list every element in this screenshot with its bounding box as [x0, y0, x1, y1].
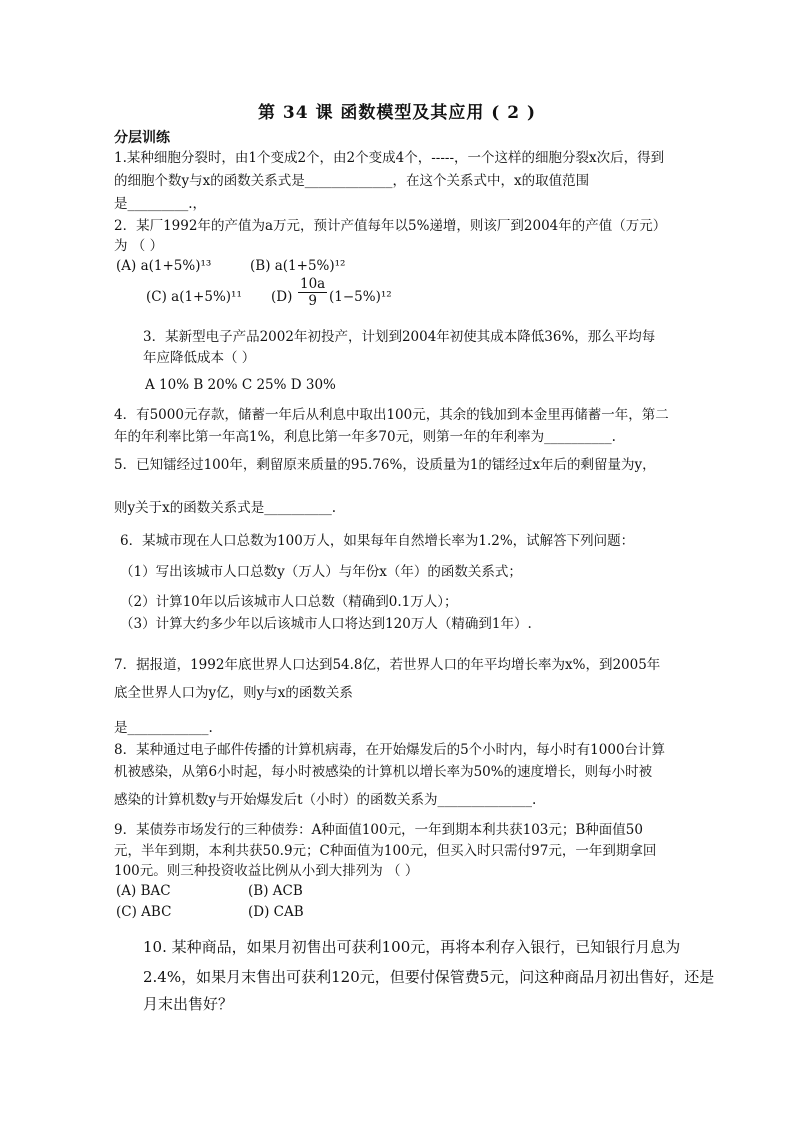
q3-options: A 10% B 20% C 25% D 30%: [145, 377, 336, 393]
q10-line-1: 10. 某种商品，如果月初售出可获利100元，再将本利存入银行，已知银行月息为: [143, 938, 681, 956]
q3-line-1: 3．某新型电子产品2002年初投产，计划到2004年初使其成本降低36%，那么平均每: [143, 329, 656, 345]
q2-option-b: (B) a(1+5%)¹²: [250, 258, 346, 274]
q1-line-1: 1.某种细胞分裂时，由1个变成2个，由2个变成4个，-----，一个这样的细胞分裂x次后，得到: [114, 150, 665, 166]
page-title: 第 34 课 函数模型及其应用 ( 2 ): [257, 103, 537, 123]
q2-option-d-label: (D): [271, 289, 293, 305]
q2-line-2: 为 （ ）: [114, 238, 164, 254]
q9-line-2: 元，半年到期，本利共获50.9元；C种面值为100元，但买入时只需付97元，一年到期拿回: [114, 843, 657, 859]
q2-option-d-fraction: [298, 276, 327, 309]
q8-line-2: 机被感染，从第6小时起，每小时被感染的计算机以增长率为50%的速度增长，则每小时被: [114, 764, 653, 780]
q5-line-2: 则y关于x的函数关系式是__________.: [114, 500, 337, 516]
q6-sub-2: （2）计算10年以后该城市人口总数（精确到0.1万人）；: [120, 594, 458, 610]
q4-line-2: 年的年利率比第一年高1%，利息比第一年多70元，则第一年的年利率为__________.: [114, 429, 616, 445]
q2-line-1: 2．某厂1992年的产值为a万元，预计产值每年以5%递增，则该厂到2004年的产值（万元）: [114, 218, 667, 234]
q7-line-3: 是____________.: [114, 720, 213, 736]
section-heading: 分层训练: [114, 130, 170, 146]
q9-line-3: 100元。则三种投资收益比例从小到大排列为 （ ）: [114, 863, 419, 879]
q6-line-1: 6．某城市现在人口总数为100万人，如果每年自然增长率为1.2%，试解答下列问题：: [120, 533, 635, 549]
q10-line-2: 2.4%，如果月末售出可获利120元，但要付保管费5元，问这种商品月初出售好，还是: [143, 968, 715, 986]
q3-line-2: 年应降低成本（ ）: [143, 350, 256, 366]
q2-option-d-rest: (1−5%)¹²: [329, 289, 392, 305]
q8-line-3: 感染的计算机数y与开始爆发后t（小时）的函数关系为______________.: [114, 792, 537, 808]
q7-line-1: 7．据报道，1992年底世界人口达到54.8亿，若世界人口的年平均增长率为x%，到2005年: [114, 657, 661, 673]
fraction-denominator: 9: [308, 293, 317, 309]
q6-sub-3: （3）计算大约多少年以后该城市人口将达到120万人（精确到1年）.: [120, 616, 532, 632]
q1-line-3: 是_________.，: [114, 196, 207, 212]
q9-option-d: (D) CAB: [248, 904, 304, 920]
q7-line-2: 底全世界人口为y亿，则y与x的函数关系: [114, 685, 353, 701]
q8-line-1: 8．某种通过电子邮件传播的计算机病毒，在开始爆发后的5个小时内，每小时有1000台计算: [114, 742, 666, 758]
q9-line-1: 9．某债券市场发行的三种债券：A种面值100元，一年到期本利共获103元；B种面值50: [114, 822, 643, 838]
q2-option-a: (A) a(1+5%)¹³: [116, 258, 212, 274]
q9-option-b: (B) ACB: [248, 883, 303, 899]
q5-line-1: 5．已知镭经过100年，剩留原来质量的95.76%，设质量为1的镭经过x年后的剩留量为y，: [114, 457, 656, 473]
q1-line-2: 的细胞个数y与x的函数关系式是_____________，在这个关系式中，x的取值范围: [114, 173, 590, 189]
q9-option-a: (A) BAC: [116, 883, 171, 899]
q6-sub-1: （1）写出该城市人口总数y（万人）与年份x（年）的函数关系式；: [120, 564, 522, 580]
q4-line-1: 4．有5000元存款，储蓄一年后从利息中取出100元，其余的钱加到本金里再储蓄一年，第二: [114, 407, 669, 423]
q10-line-3: 月末出售好？: [143, 995, 234, 1013]
q9-option-c: (C) ABC: [116, 904, 172, 920]
fraction-numerator: 10a: [300, 276, 326, 292]
q2-option-c: (C) a(1+5%)¹¹: [146, 289, 242, 305]
